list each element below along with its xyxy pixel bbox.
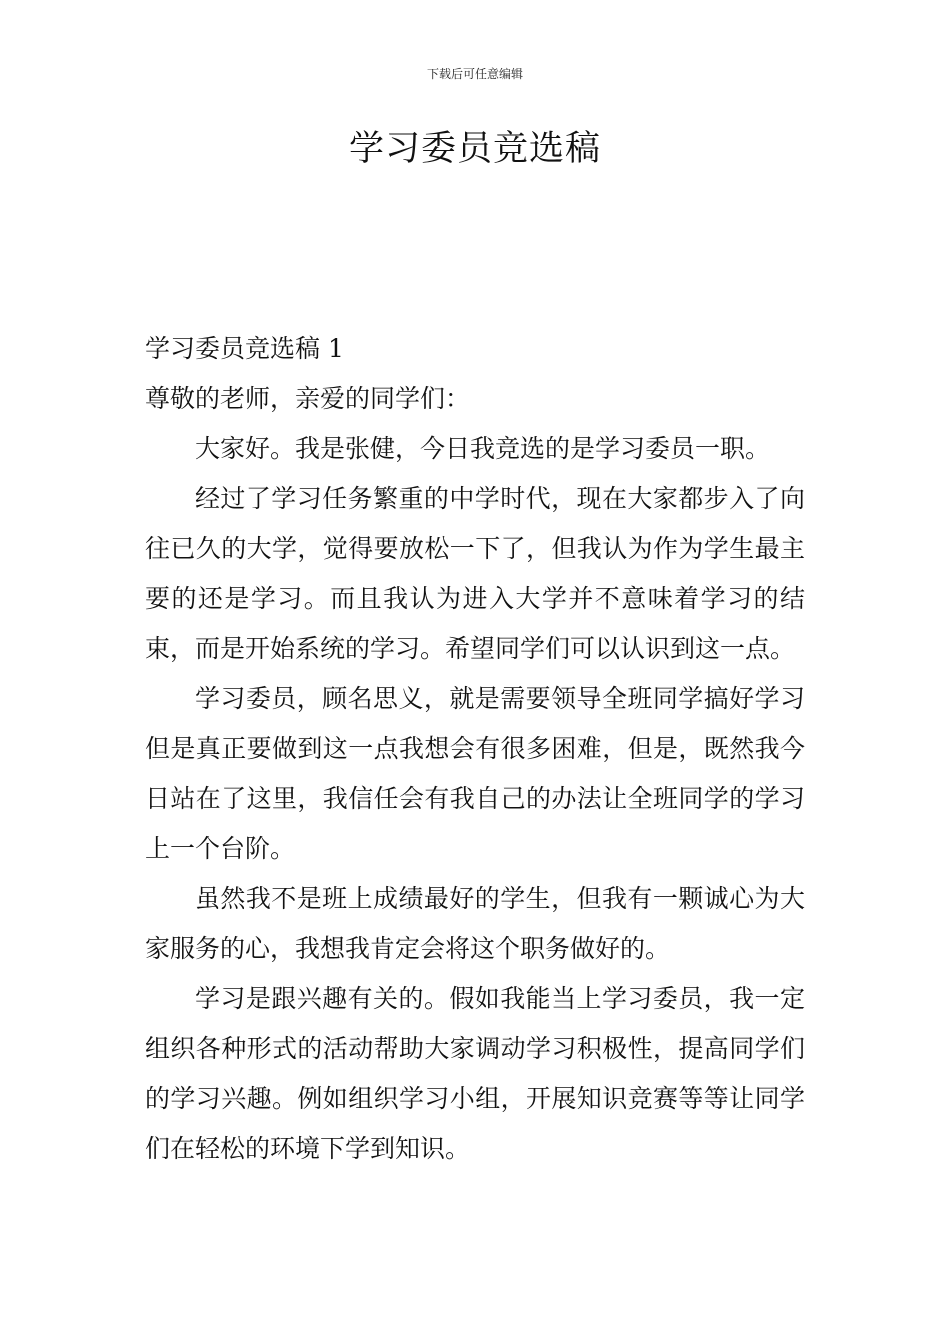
paragraph-plan: 学习是跟兴趣有关的。假如我能当上学习委员，我一定组织各种形式的活动帮助大家调动学习积极性，提高同学们的学习兴趣。例如组织学习小组，开展知识竞赛等等让同学们在轻松的环境下学到知识。	[145, 984, 805, 1163]
paragraph-university: 经过了学习任务繁重的中学时代，现在大家都步入了向往已久的大学，觉得要放松一下了，但我认为作为学生最主要的还是学习。而且我认为进入大学并不意味着学习的结束，而是开始系统的学习。希望同学们可以认识到这一点。	[145, 484, 805, 663]
document-body	[145, 324, 805, 1174]
document-title: 学习委员竞选稿	[348, 129, 601, 169]
paragraph-greeting: 大家好。我是张健，今日我竞选的是学习委员一职。	[195, 434, 771, 463]
paragraph-role: 学习委员，顾名思义，就是需要领导全班同学搞好学习但是真正要做到这一点我想会有很多困难，但是，既然我今日站在了这里，我信任会有我自己的办法让全班同学的学习上一个台阶。	[145, 684, 805, 863]
header-note: 下载后可任意编辑	[426, 67, 523, 81]
paragraph-commitment: 虽然我不是班上成绩最好的学生，但我有一颗诚心为大家服务的心，我想我肯定会将这个职务做好的。	[145, 884, 805, 963]
salutation: 尊敬的老师，亲爱的同学们：	[145, 384, 471, 413]
section-heading: 学习委员竞选稿 1	[145, 334, 344, 363]
